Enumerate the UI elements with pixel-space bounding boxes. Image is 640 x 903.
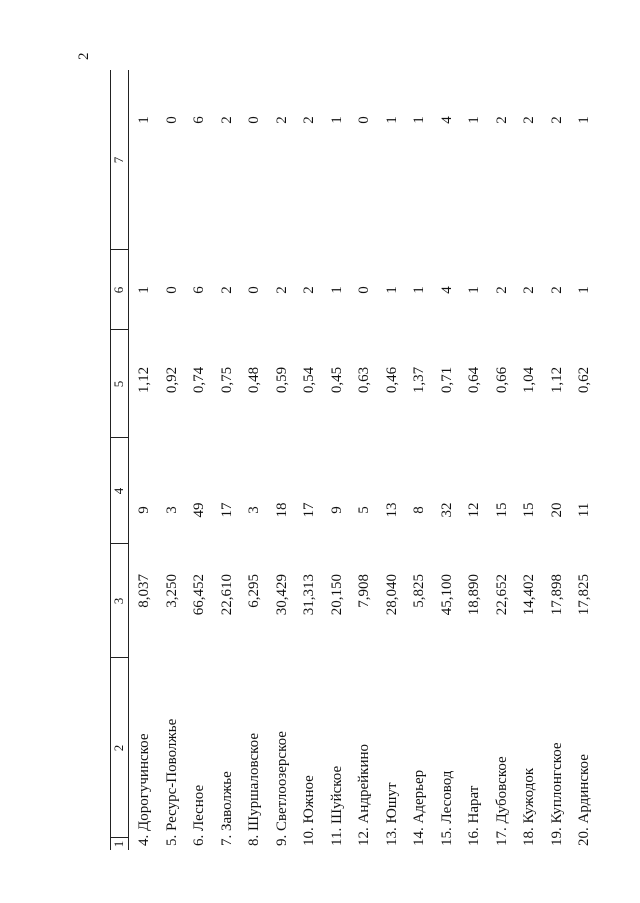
row-name-cell: 8. Шуршаловское <box>246 733 262 846</box>
table-row <box>269 70 297 850</box>
table-row <box>461 70 489 850</box>
row-name-cell: 15. Лесовод <box>438 770 455 846</box>
row-col-3-cell: 7,908 <box>356 574 372 608</box>
row-name-cell: 16. Нарат <box>466 785 482 846</box>
row-col-4-cell: 9 <box>328 506 345 514</box>
row-col-3-cell: 17,825 <box>576 574 592 616</box>
table-row <box>296 70 324 850</box>
row-col-6-cell: 4 <box>438 286 455 294</box>
row-col-5-cell: 0,48 <box>246 366 262 394</box>
row-col-6-cell: 2 <box>218 286 235 294</box>
row-col-6-cell: 1 <box>136 286 152 294</box>
table-row <box>516 70 544 850</box>
row-col-4-cell: 8 <box>411 506 427 514</box>
row-name-cell: 5. Ресурс-Поволжье <box>163 718 180 846</box>
header-col-5: 5 <box>111 380 126 388</box>
row-col-4-cell: 5 <box>356 506 372 514</box>
row-col-6-cell: 1 <box>576 286 592 294</box>
row-col-7-cell: 2 <box>218 116 235 124</box>
table-header-rule <box>128 70 129 850</box>
row-col-6-cell: 1 <box>411 286 427 294</box>
row-col-5-cell: 0,71 <box>438 366 455 394</box>
row-col-5-cell: 1,37 <box>411 366 427 394</box>
page-number: 2 <box>76 52 92 60</box>
row-col-7-cell: 2 <box>301 116 317 124</box>
header-col-6: 6 <box>111 286 126 294</box>
row-col-7-cell: 1 <box>411 116 427 124</box>
row-col-6-cell: 0 <box>246 286 262 294</box>
row-col-6-cell: 2 <box>273 286 290 294</box>
row-col-3-cell: 3,250 <box>163 574 180 608</box>
row-col-4-cell: 15 <box>521 502 537 518</box>
row-col-3-cell: 28,040 <box>383 574 400 616</box>
row-col-6-cell: 0 <box>163 286 180 294</box>
row-col-3-cell: 20,150 <box>328 574 345 616</box>
header-col-1: 1 <box>111 840 126 848</box>
row-col-7-cell: 0 <box>163 116 180 124</box>
row-col-6-cell: 6 <box>191 286 207 294</box>
row-col-5-cell: 0,66 <box>493 366 510 394</box>
row-col-3-cell: 22,652 <box>493 574 510 616</box>
row-col-3-cell: 18,890 <box>466 574 482 616</box>
row-col-7-cell: 2 <box>521 116 537 124</box>
row-col-7-cell: 4 <box>438 116 455 124</box>
row-col-3-cell: 22,610 <box>218 574 235 616</box>
row-col-7-cell: 1 <box>576 116 592 124</box>
row-col-6-cell: 1 <box>466 286 482 294</box>
row-col-4-cell: 12 <box>466 502 482 518</box>
row-col-6-cell: 0 <box>356 286 372 294</box>
row-col-5-cell: 1,12 <box>548 366 565 394</box>
row-name-cell: 19. Куплонгское <box>548 742 565 846</box>
row-col-6-cell: 2 <box>521 286 537 294</box>
table-row <box>241 70 269 850</box>
row-col-6-cell: 1 <box>328 286 345 294</box>
row-name-cell: 11. Шуйское <box>328 765 345 846</box>
row-col-4-cell: 3 <box>246 506 262 514</box>
row-col-4-cell: 3 <box>163 506 180 514</box>
row-col-5-cell: 1,04 <box>521 366 537 394</box>
table-row <box>214 70 242 850</box>
row-col-4-cell: 17 <box>218 502 235 518</box>
row-col-7-cell: 0 <box>246 116 262 124</box>
row-name-cell: 20. Ардинское <box>576 754 592 846</box>
row-col-6-cell: 1 <box>383 286 400 294</box>
header-col-4: 4 <box>111 487 126 495</box>
row-col-6-cell: 2 <box>493 286 510 294</box>
row-name-cell: 9. Светлоозерское <box>273 731 290 846</box>
row-col-7-cell: 0 <box>356 116 372 124</box>
data-table <box>110 70 592 850</box>
row-col-3-cell: 14,402 <box>521 574 537 616</box>
row-name-cell: 17. Дубовское <box>493 756 510 846</box>
row-col-5-cell: 0,54 <box>301 366 317 394</box>
row-name-cell: 18. Кужодок <box>521 767 537 846</box>
table-row <box>186 70 214 850</box>
row-col-7-cell: 1 <box>136 116 152 124</box>
row-col-4-cell: 32 <box>438 502 455 518</box>
row-name-cell: 6. Лесное <box>191 784 207 846</box>
row-col-3-cell: 30,429 <box>273 574 290 616</box>
row-col-5-cell: 0,62 <box>576 366 592 394</box>
row-name-cell: 14. Адерьер <box>411 769 427 846</box>
row-col-5-cell: 0,63 <box>356 366 372 394</box>
row-col-3-cell: 45,100 <box>438 574 455 616</box>
row-col-3-cell: 5,825 <box>411 574 427 608</box>
table-row <box>571 70 599 850</box>
table-row <box>159 70 187 850</box>
table-row <box>406 70 434 850</box>
row-col-7-cell: 1 <box>383 116 400 124</box>
row-col-4-cell: 11 <box>576 502 592 518</box>
row-col-7-cell: 2 <box>548 116 565 124</box>
header-col-7: 7 <box>111 156 126 164</box>
header-col-3: 3 <box>111 597 126 605</box>
row-name-cell: 4. Дорогучинское <box>136 733 152 846</box>
table-row <box>131 70 159 850</box>
table-row <box>351 70 379 850</box>
row-col-7-cell: 1 <box>466 116 482 124</box>
row-col-3-cell: 31,313 <box>301 574 317 616</box>
row-col-3-cell: 6,295 <box>246 574 262 608</box>
row-col-7-cell: 1 <box>328 116 345 124</box>
row-col-4-cell: 18 <box>273 502 290 518</box>
row-col-5-cell: 0,45 <box>328 366 345 394</box>
row-name-cell: 12. Андрейкино <box>356 743 372 846</box>
row-col-4-cell: 17 <box>301 502 317 518</box>
row-col-6-cell: 2 <box>301 286 317 294</box>
table-row <box>324 70 352 850</box>
row-col-5-cell: 0,74 <box>191 366 207 394</box>
row-col-4-cell: 15 <box>493 502 510 518</box>
table-row <box>544 70 572 850</box>
row-name-cell: 7. Заволжье <box>218 771 235 846</box>
row-col-4-cell: 13 <box>383 502 400 518</box>
row-col-5-cell: 0,75 <box>218 366 235 394</box>
row-col-3-cell: 8,037 <box>136 574 152 608</box>
row-name-cell: 13. Юшут <box>383 782 400 846</box>
row-col-5-cell: 1,12 <box>136 366 152 394</box>
row-col-4-cell: 20 <box>548 502 565 518</box>
row-col-5-cell: 0,46 <box>383 366 400 394</box>
row-name-cell: 10. Южное <box>301 775 317 846</box>
row-col-5-cell: 0,59 <box>273 366 290 394</box>
table-row <box>434 70 462 850</box>
row-col-7-cell: 2 <box>493 116 510 124</box>
row-col-7-cell: 2 <box>273 116 290 124</box>
row-col-4-cell: 49 <box>191 502 207 518</box>
row-col-7-cell: 6 <box>191 116 207 124</box>
table-row <box>489 70 517 850</box>
header-col-2: 2 <box>111 744 126 752</box>
row-col-3-cell: 66,452 <box>191 574 207 616</box>
row-col-4-cell: 9 <box>136 506 152 514</box>
row-col-5-cell: 0,64 <box>466 366 482 394</box>
row-col-3-cell: 17,898 <box>548 574 565 616</box>
table-row <box>379 70 407 850</box>
row-col-6-cell: 2 <box>548 286 565 294</box>
row-col-5-cell: 0,92 <box>163 366 180 394</box>
